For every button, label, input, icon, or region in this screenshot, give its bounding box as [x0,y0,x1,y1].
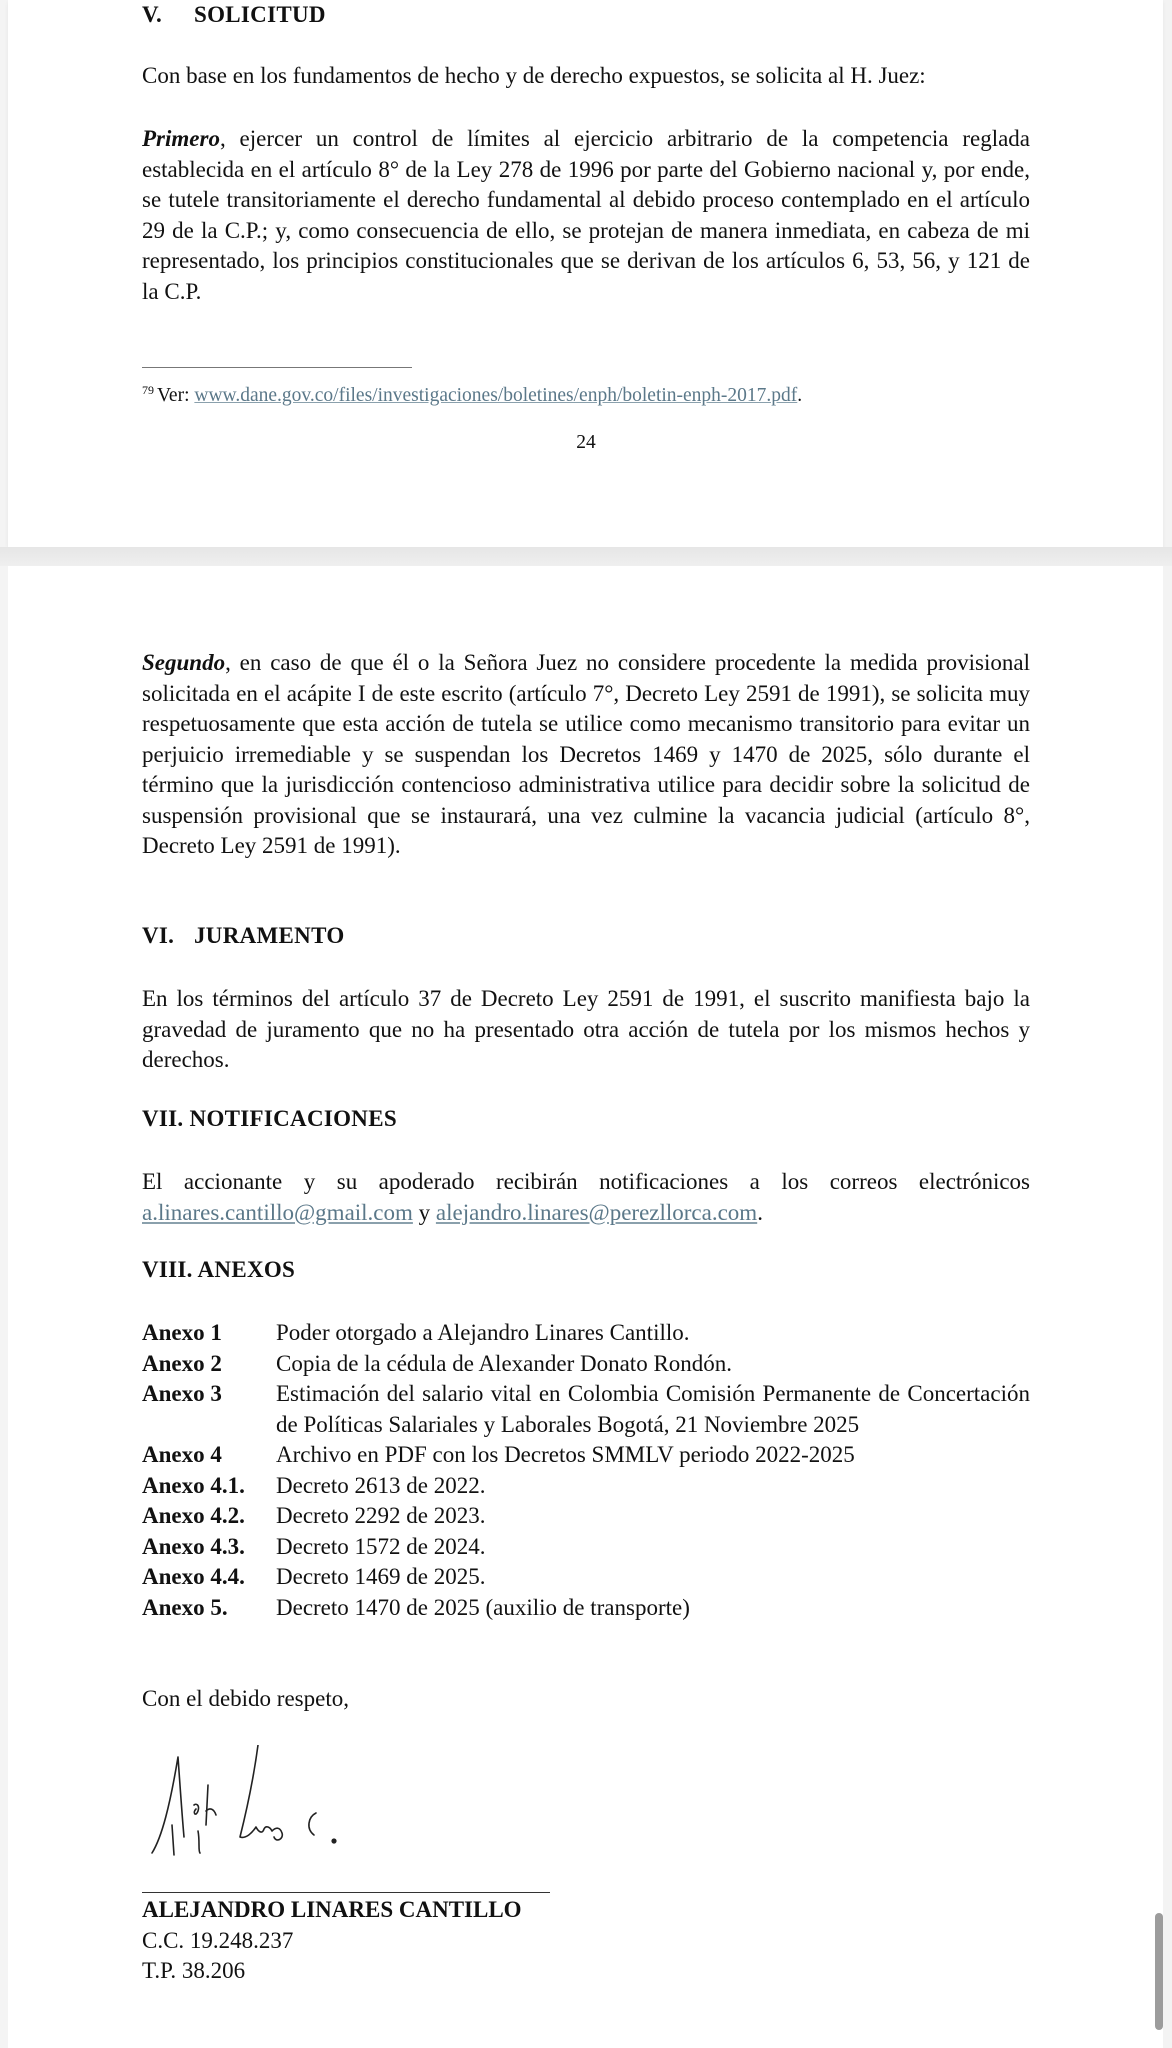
annex-item [142,1440,1030,1471]
signature-stroke-c [309,1813,316,1835]
paragraph-segundo [142,648,1030,862]
annex-list [142,1318,1030,1623]
annex-text: Decreto 2613 de 2022. [276,1472,486,1498]
segundo-lead: Segundo [142,650,226,675]
vertical-scrollbar-thumb[interactable] [1155,1913,1163,2030]
annex-label: Anexo 5. [142,1594,228,1620]
annex-label: Anexo 3 [142,1381,222,1406]
annex-item [142,1379,1030,1440]
section-number: VI. [142,923,175,948]
section-number: VII. [142,1106,184,1131]
annex-item [142,1501,1030,1532]
annex-label: Anexo 4.2. [142,1503,245,1528]
section-number: V. [142,2,162,27]
section-heading-anexos [142,1257,295,1283]
annex-item [142,1562,1030,1593]
section-title: JURAMENTO [194,923,345,948]
footnote-marker: 79 [142,383,154,397]
section-heading-solicitud [142,2,326,28]
annex-text: Decreto 2292 de 2023. [276,1503,486,1528]
signature-stroke-given [194,1785,216,1853]
annex-text: Decreto 1470 de 2025 (auxilio de transporte) [276,1594,690,1620]
footnote-prefix: Ver: [157,385,195,406]
footnote-link[interactable]: www.dane.gov.co/files/investigaciones/boletines/enph/boletin-enph-2017.pdf [194,385,798,406]
section-title: SOLICITUD [194,2,326,27]
paragraph-notificaciones [142,1167,1030,1228]
annex-item [142,1593,1030,1624]
annex-label: Anexo 4.1. [142,1472,245,1498]
page-gap [0,547,1172,566]
annex-text: Archivo en PDF con los Decretos SMMLV periodo 2022-2025 [276,1442,855,1467]
footnote-79 [142,377,802,409]
section-heading-notificaciones [142,1106,397,1132]
annex-text: Decreto 1469 de 2025. [276,1564,486,1589]
notificaciones-joiner: y [412,1199,436,1225]
section-title: NOTIFICACIONES [189,1106,397,1131]
annex-label: Anexo 4.4. [142,1564,245,1589]
viewer-right-margin [1163,0,1172,2048]
annex-label: Anexo 2 [142,1350,222,1376]
footnote-suffix: . [797,385,803,406]
signer-name: ALEJANDRO LINARES CANTILLO [142,1897,522,1922]
handwritten-signature [148,1745,468,1865]
paragraph-juramento: En los términos del artículo 37 de Decreto Ley 2591 de 1991, el suscrito manifiesta bajo la gravedad de juramento que no ha presentado otra acción de tutela por los mismos hechos y derechos. [142,986,1030,1072]
section-number: VIII. [142,1257,193,1282]
signer-tp: T.P. 38.206 [142,1958,246,1983]
annex-label: Anexo 4.3. [142,1533,245,1559]
section-title: ANEXOS [197,1257,296,1282]
annex-item [142,1532,1030,1563]
annex-text: Estimación del salario vital en Colombia Comisión Permanente de Concertación de Políticas Salariales y Laborales Bogotá, 21 Noviembre 2025 [276,1381,1030,1437]
signature-stroke-initial [152,1757,184,1855]
footnote-separator [142,367,412,368]
annex-text: Decreto 1572 de 2024. [276,1533,486,1559]
closing-salutation: Con el debido respeto, [142,1686,349,1711]
page-number: 24 [576,432,596,453]
solicitud-intro: Con base en los fundamentos de hecho y de derecho expuestos, se solicita al H. Juez: [142,63,926,88]
segundo-text: , en caso de que él o la Señora Juez no considere procedente la medida provisional solicitada en el acápite I de este escrito (artículo 7°, Decreto Ley 2591 de 1991), se solicita muy respetuosamente que esta acción de tutela se utilice como mecanismo transitorio para evitar un perjuicio irremediable y se suspendan los Decretos 1469 y 1470 de 2025, sólo durante el término que la jurisdicción contencioso administrativa utilice para decidir sobre la solicitud de suspensión provisional que se instaurará, una vez culmine la vacancia judicial (artículo 8°, Decreto Ley 2591 de 1991). [142,650,1030,858]
annex-text: Poder otorgado a Alejandro Linares Cantillo. [276,1320,690,1345]
primero-lead: Primero [142,126,220,151]
section-heading-juramento [142,923,345,949]
email-link-perezllorca[interactable]: alejandro.linares@perezllorca.com [435,1199,758,1225]
signer-block [142,1895,522,1987]
paragraph-primero [142,124,1030,307]
signature-dot [332,1839,336,1843]
annex-item [142,1318,1030,1349]
notificaciones-end: . [757,1199,763,1225]
signature-line [142,1892,550,1893]
annex-text: Copia de la cédula de Alexander Donato Rondón. [276,1350,733,1376]
viewer-left-margin [0,0,8,2048]
email-link-gmail[interactable]: a.linares.cantillo@gmail.com [142,1199,413,1225]
annex-item [142,1349,1030,1380]
notificaciones-text: El accionante y su apoderado recibirán notificaciones a los correos electrónicos [142,1169,1030,1194]
signer-cc: C.C. 19.248.237 [142,1927,294,1953]
annex-item [142,1471,1030,1502]
primero-text: , ejercer un control de límites al ejercicio arbitrario de la competencia reglada establecida en el artículo 8° de la Ley 278 de 1996 por parte del Gobierno nacional y, por ende, se tutele transitoriamente el derecho fundamental al debido proceso contemplado en el artículo 29 de la C.P.; y, como consecuencia de ello, se protejan de manera inmediata, en cabeza de mi representado, los principios constitucionales que se derivan de los artículos 6, 53, 56, y 121 de la C.P. [142,126,1030,304]
signature-stroke-surname [240,1745,282,1840]
annex-label: Anexo 4 [142,1442,222,1467]
annex-label: Anexo 1 [142,1320,222,1345]
